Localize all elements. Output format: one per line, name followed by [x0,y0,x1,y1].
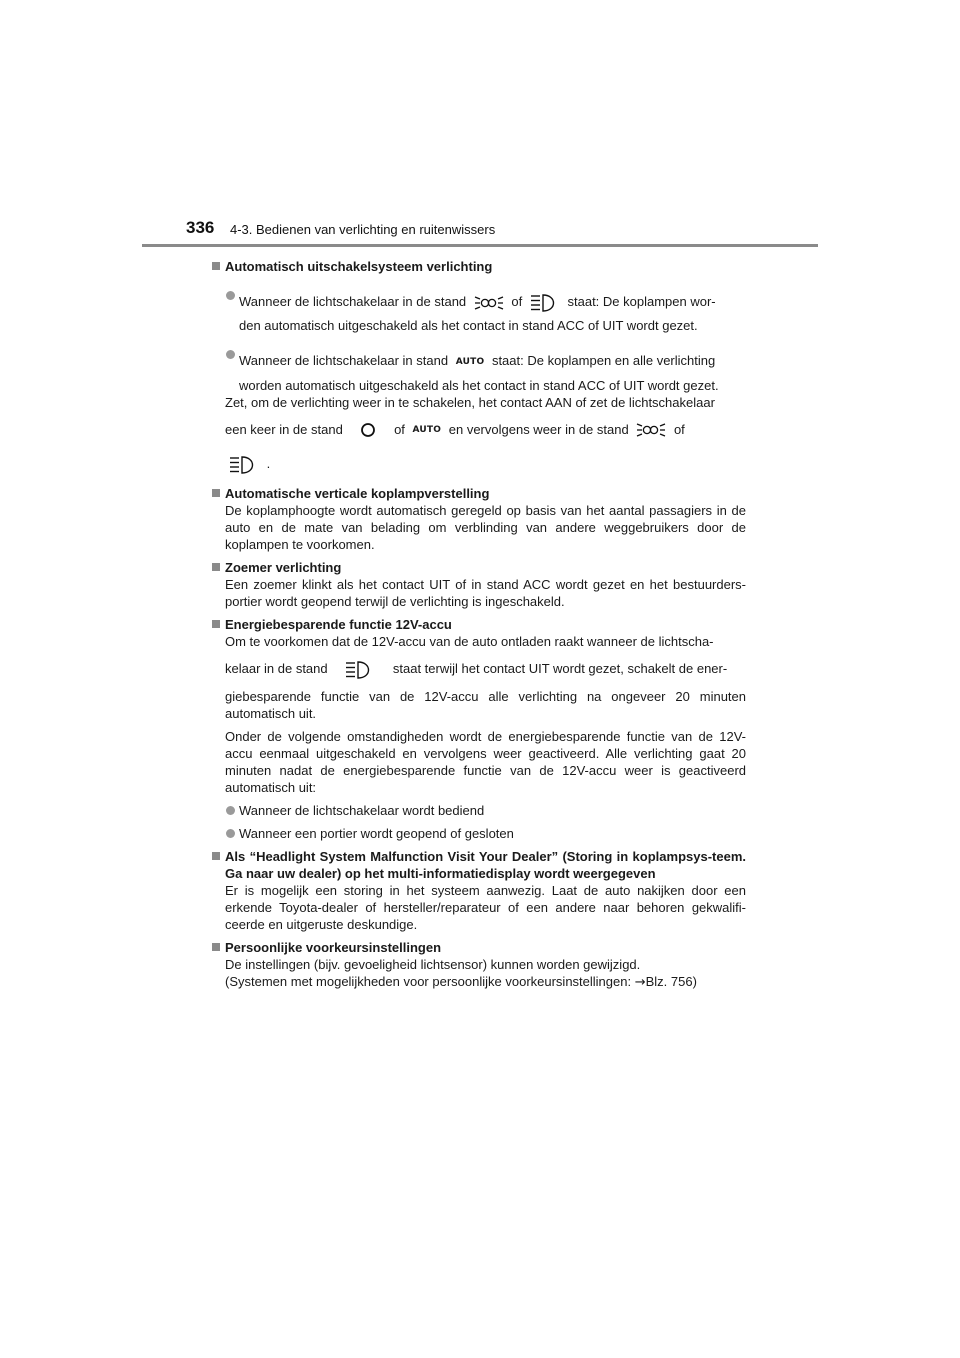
auto-icon: AUTO [455,356,485,367]
headlights-icon [229,455,259,475]
section-heading-leveling: Automatische verticale koplampverstelling [212,485,746,502]
section-heading-battery-saver: Energiebesparende functie 12V-accu [212,616,746,633]
page-content [212,254,746,991]
tail-lights-icon [636,421,666,439]
paragraph: Zet, om de verlichting weer in te schakelen, het contact AAN of zet de lichtschakelaar een keer in de stand of AUTO en vervolgens weer in de stand of . [212,394,746,480]
auto-icon: AUTO [412,425,442,436]
page-ref-link[interactable]: Blz. 756) [645,974,697,990]
page-number: 336 [186,218,215,237]
section-heading-buzzer: Zoemer verlichting [212,559,746,576]
header-rule [142,244,818,247]
paragraph: Onder de volgende omstandigheden wordt de energiebesparende functie van de 12V-accu eenmaal uitgeschakeld en vervolgens weer geactiveerd. Alle verlichting gaat 20 minuten nadat de energiebesparende functie van de 12V-accu weer is geactiveerd automatisch uit: [225,729,746,796]
paragraph: Om te voorkomen dat de 12V-accu van de auto ontladen raakt wanneer de lichtscha- kelaar in de stand staat terwijl het contact UIT wordt gezet, schakelt de ener- giebesparende functie van de 12V-accu alle verlichting na ongeveer 20 minuten automatisch uit. [225,634,746,722]
paragraph: Er is mogelijk een storing in het systeem aanwezig. Laat de auto nakijken door een erkende Toyota-dealer of hersteller/reparateur of een andere naar behoren gekwalifi-ceerde en uitgeruste deskundige. [225,883,746,933]
bullet-item: Wanneer de lichtschakelaar wordt bediend [212,802,746,819]
paragraph: De koplamphoogte wordt automatisch geregeld op basis van het aantal passagiers in de auto en de mate van belading om verblinding van andere weggebruikers door de koplampen te voorkomen. [225,503,746,553]
bullet-item: Wanneer de lichtschakelaar in stand AUTO staat: De koplampen en alle verlichting worden automatisch uitgeschakeld als het contact in stand ACC of UIT wordt gezet. [212,346,746,394]
paragraph: De instellingen (bijv. gevoeligheid lichtsensor) kunnen worden gewijzigd. (Systemen met mogelijkheden voor persoonlijke voorkeursinstellingen: →Blz. 756) [225,957,697,991]
headlights-icon [345,660,375,680]
page-ref-arrow: → [634,975,646,991]
headlights-icon [530,293,560,313]
bullet-item: Wanneer de lichtschakelaar in de stand of staat: De koplampen wor- den automatisch uitgeschakeld als het contact in stand ACC of UIT wordt gezet. [212,287,746,334]
section-heading-auto-off: Automatisch uitschakelsysteem verlichting [212,258,746,275]
bullet-item: Wanneer een portier wordt geopend of gesloten [212,825,746,842]
section-heading-customization: Persoonlijke voorkeursinstellingen [212,939,746,956]
lights-off-icon [360,422,376,438]
paragraph: Een zoemer klinkt als het contact UIT of in stand ACC wordt gezet en het bestuurders-portier wordt geopend terwijl de verlichting is ingeschakeld. [225,577,746,610]
chapter-title: 4-3. Bedienen van verlichting en ruitenwissers [230,222,496,237]
tail-lights-icon [474,294,504,312]
section-heading-malfunction: Als “Headlight System Malfunction Visit Your Dealer” (Storing in koplampsys-teem. Ga naar uw dealer) op het multi-informatiedisplay wordt weergegeven [212,848,746,882]
